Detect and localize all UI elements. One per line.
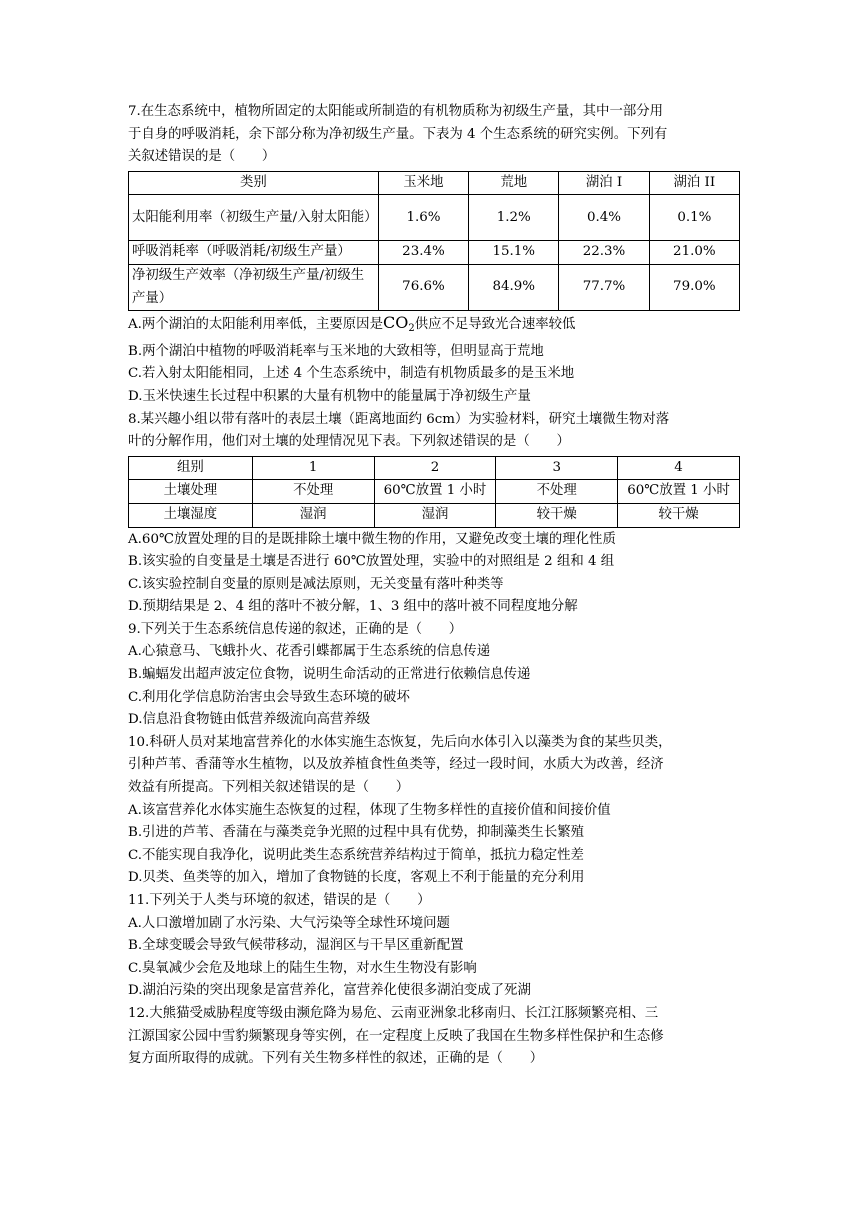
table-cell: 1.6% [378,195,468,241]
q11-stem-line: 11.下列关于人类与环境的叙述，错误的是（ ） [128,893,431,908]
q8-data-table [128,456,740,528]
q12-stem-line: 12.大熊猫受威胁程度等级由濒危降为易危、云南亚洲象北移南归、长江江豚频繁亮相、三 [128,1005,659,1021]
table-cell: 土壤处理 [129,480,253,504]
q11-option-c: C.臭氧减少会危及地球上的陆生生物，对水生生物没有影响 [128,960,477,976]
q9-option-d: D.信息沿食物链由低营养级流向高营养级 [128,712,371,728]
table-cell: 土壤湿度 [129,503,253,527]
q8-option-d: D.预期结果是 2、4 组的落叶不被分解，1、3 组中的落叶被不同程度地分解 [128,599,578,615]
q10-option-a: A.该富营养化水体实施生态恢复的过程，体现了生物多样性的直接价值和间接价值 [128,802,611,818]
table-cell: 不处理 [252,480,374,504]
table-cell: 湿润 [374,503,496,527]
q10-option-c: C.不能实现自我净化，说明此类生态系统营养结构过于简单，抵抗力稳定性差 [128,847,584,863]
q12-stem-line: 复方面所取得的成就。下列有关生物多样性的叙述，正确的是（ ） [128,1051,544,1067]
table-cell: 15.1% [469,241,559,265]
q12-stem-line: 江源国家公园中雪豹频繁现身等实例，在一定程度上反映了我国在生物多样性保护和生态修 [128,1028,664,1044]
table-row-label: 净初级生产效率（净初级生产量/初级生产量） [129,264,379,310]
q9-stem-line: 9.下列关于生态系统信息传递的叙述，正确的是（ ） [128,621,463,637]
q8-stem-line: 8.某兴趣小组以带有落叶的表层土壤（距离地面约 6cm）为实验材料，研究土壤微生物对落 [128,411,670,427]
table-cell: 1 [252,456,374,480]
table-cell: 3 [496,456,618,480]
table-header-row [129,171,740,195]
formula-subscript: 2 [408,323,415,335]
q10-stem-line: 10.科研人员对某地富营养化的水体实施生态恢复，先后向水体引入以藻类为食的某些贝类， [128,734,672,750]
table-cell: 1.2% [469,195,559,241]
q7-option-c: C.若入射太阳能相同，上述 4 个生态系统中，制造有机物质最多的是玉米地 [128,366,575,382]
table-cell: 84.9% [469,264,559,310]
table-header-cell: 类别 [129,171,379,195]
q10-stem-line: 效益有所提高。下列相关叙述错误的是（ ） [128,780,410,796]
table-row-label: 呼吸消耗率（呼吸消耗/初级生产量） [129,241,379,265]
q7-option-b: B.两个湖泊中植物的呼吸消耗率与玉米地的大致相等，但明显高于荒地 [128,343,544,359]
q11-option-a: A.人口激增加剧了水污染、大气污染等全球性环境问题 [128,915,450,931]
q10-option-b: B.引进的芦苇、香蒲在与藻类竞争光照的过程中具有优势，抑制藻类生长繁殖 [128,825,584,841]
table-header-cell: 湖泊 II [649,171,739,195]
table-cell: 21.0% [649,241,739,265]
q8-option-b: B.该实验的自变量是土壤是否进行 60℃放置处理，实验中的对照组是 2 组和 4 组 [128,554,615,570]
table-cell: 79.0% [649,264,739,310]
table-cell: 组别 [129,456,253,480]
option-text: 供应不足导致光合速率较低 [414,317,576,333]
formula-text: CO [382,313,409,333]
table-row [129,241,740,265]
q7-data-table [128,171,740,311]
option-text: A.两个湖泊的太阳能利用率低，主要原因是 [128,317,383,333]
q9-option-a: A.心猿意马、飞蛾扑火、花香引蝶都属于生态系统的信息传递 [128,644,491,660]
table-row [129,503,740,527]
q8-stem-line: 叶的分解作用，他们对土壤的处理情况见下表。下列叙述错误的是（ ） [128,434,570,450]
table-cell: 不处理 [496,480,618,504]
table-row [129,195,740,241]
table-row [129,480,740,504]
q9-option-c: C.利用化学信息防治害虫会导致生态环境的破坏 [128,689,410,705]
q8-option-a: A.60℃放置处理的目的是既排除土壤中微生物的作用，又避免改变土壤的理化性质 [128,531,616,547]
q11-option-b: B.全球变暖会导致气候带移动，湿润区与干旱区重新配置 [128,938,464,954]
q7-stem-line: 7.在生态系统中，植物所固定的太阳能或所制造的有机物质称为初级生产量，其中一部分用 [128,104,664,119]
table-cell: 2 [374,456,496,480]
q7-stem-line: 于自身的呼吸消耗，余下部分称为净初级生产量。下表为 4 个生态系统的研究实例。下列有 [128,126,668,142]
table-cell: 4 [618,456,740,480]
table-cell: 22.3% [559,241,649,265]
table-header-cell: 玉米地 [378,171,468,195]
question-content [128,101,736,1071]
table-row [129,456,740,480]
table-cell: 0.1% [649,195,739,241]
q7-stem-line: 关叙述错误的是（ ） [128,149,276,165]
q9-option-b: B.蝙蝠发出超声波定位食物，说明生命活动的正常进行依赖信息传递 [128,667,531,683]
q7-option-d: D.玉米快速生长过程中积累的大量有机物中的能量属于净初级生产量 [128,388,531,404]
table-cell: 77.7% [559,264,649,310]
q10-option-d: D.贝类、鱼类等的加入，增加了食物链的长度，客观上不利于能量的充分利用 [128,870,585,886]
co2-formula [382,313,415,335]
table-row-label: 太阳能利用率（初级生产量/入射太阳能） [129,195,379,241]
q8-option-c: C.该实验控制自变量的原则是减法原则，无关变量有落叶种类等 [128,576,504,592]
q11-option-d: D.湖泊污染的突出现象是富营养化，富营养化使很多湖泊变成了死湖 [128,983,531,999]
q10-stem-line: 引种芦苇、香蒲等水生植物，以及放养植食性鱼类等，经过一段时间，水质大为改善，经济 [128,757,664,773]
table-header-cell: 荒地 [469,171,559,195]
table-cell: 76.6% [378,264,468,310]
table-cell: 0.4% [559,195,649,241]
table-row [129,264,740,310]
table-cell: 23.4% [378,241,468,265]
table-cell: 较干燥 [496,503,618,527]
table-cell: 60℃放置 1 小时 [618,480,740,504]
table-cell: 60℃放置 1 小时 [374,480,496,504]
table-cell: 较干燥 [618,503,740,527]
q7-option-a [128,312,736,341]
table-cell: 湿润 [252,503,374,527]
table-header-cell: 湖泊 I [559,171,649,195]
